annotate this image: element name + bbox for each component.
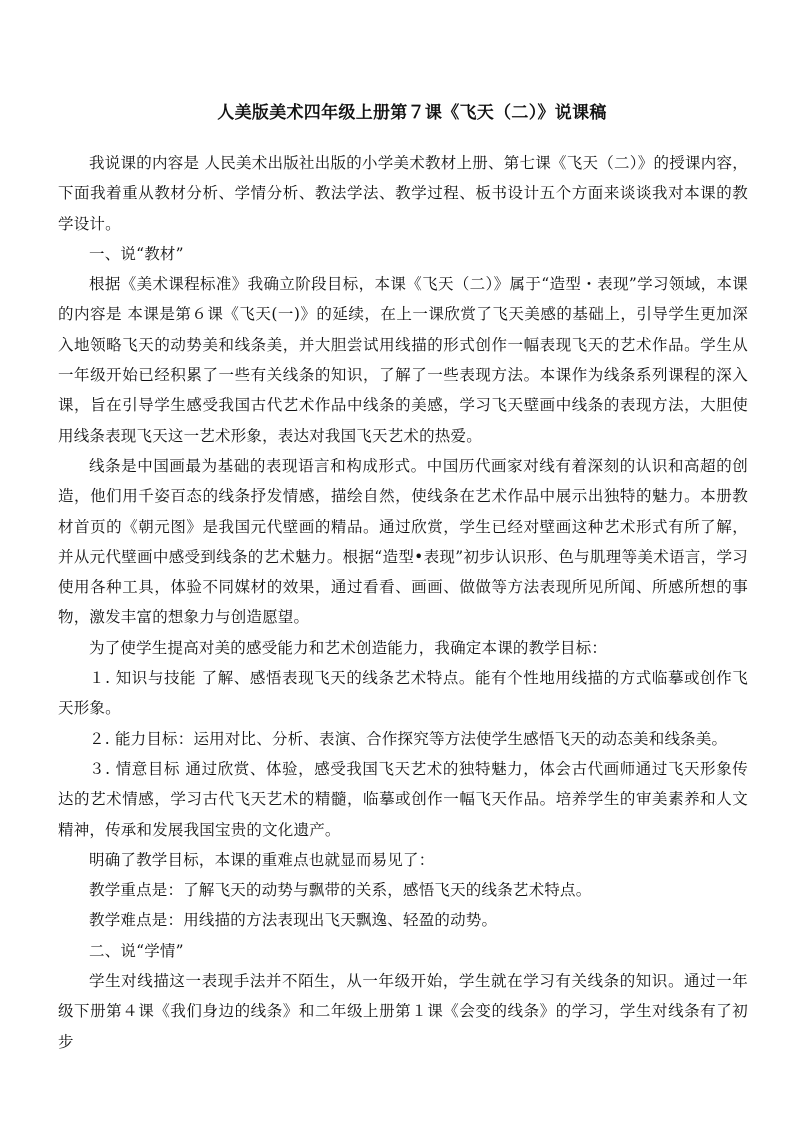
teaching-difficulty: 教学难点是：用线描的方法表现出飞天飘逸、轻盈的动势。 bbox=[89, 911, 498, 930]
goal-knowledge-skills: １. 知识与技能 了解、感悟表现飞天的线条艺术特点。能有个性地用线描的方式临摹或创作飞天形象。 bbox=[58, 669, 748, 718]
section-heading-students: 二、说“学情” bbox=[89, 941, 184, 960]
paragraph-students: 学生对线描这一表现手法并不陌生，从一年级开始，学生就在学习有关线条的知识。通过一年级下册第４课《我们身边的线条》和二年级上册第１课《会变的线条》的学习，学生对线条有了初步 bbox=[58, 972, 748, 1051]
teaching-key-point: 教学重点是：了解飞天的动势与飘带的关系，感悟飞天的线条艺术特点。 bbox=[89, 881, 592, 900]
paragraph-curriculum-standard: 根据《美术课程标准》我确立阶段目标，本课《飞天（二）》属于“造型・表现”学习领域，本课的内容是 本课是第６课《飞天(一)》的延续，在上一课欣赏了飞天美感的基础上，引导学生更加深入地领略飞天的动势美和线条美，并大胆尝试用线描的形式创作一幅表现飞天的艺术作品。学生从一年级开始已经积累了一些有关线条的知识，了解了一些表现方法。本课作为线条系列课程的深入课，旨在引导学生感受我国古代艺术作品中线条的美感，学习飞天壁画中线条的表现方法，大胆使用线条表现飞天这一艺术形象，表达对我国飞天艺术的热爱。 bbox=[58, 275, 748, 445]
document-title: 人美版美术四年级上册第７课《飞天（二）》说课稿 bbox=[217, 103, 607, 123]
paragraph-line-art: 线条是中国画最为基础的表现语言和构成形式。中国历代画家对线有着深刻的认识和高超的创造，他们用千姿百态的线条抒发情感，描绘自然，使线条在艺术作品中展示出独特的魅力。本册教材首页的《朝元图》是我国元代壁画的精品。通过欣赏，学生已经对壁画这种艺术形式有所了解，并从元代壁画中感受到线条的艺术魅力。根据“造型•表现”初步认识形、色与肌理等美术语言，学习使用各种工具，体验不同媒材的效果，通过看看、画画、做做等方法表现所见所闻、所感所想的事物，激发丰富的想象力与创造愿望。 bbox=[58, 456, 748, 627]
document-page bbox=[58, 98, 748, 1057]
section-heading-textbook: 一、说“教材” bbox=[89, 244, 184, 263]
paragraph-key-points-intro: 明确了教学目标，本课的重难点也就显而易见了： bbox=[89, 850, 435, 869]
goal-emotion: ３. 情意目标 通过欣赏、体验，感受我国飞天艺术的独特魅力，体会古代画师通过飞天形象传达的艺术情感，学习古代飞天艺术的精髓，临摹或创作一幅飞天作品。培养学生的审美素养和人文精神，传承和发展我国宝贵的文化遗产。 bbox=[58, 759, 748, 839]
paragraph-intro: 我说课的内容是 人民美术出版社出版的小学美术教材上册、第七课《飞天（二）》的授课内容，下面我着重从教材分析、学情分析、教法学法、教学过程、板书设计五个方面来谈谈我对本课的教学设计。 bbox=[58, 154, 748, 233]
goal-ability: ２. 能力目标：运用对比、分析、表演、合作探究等方法使学生感悟飞天的动态美和线条美。 bbox=[89, 729, 728, 748]
paragraph-goals-intro: 为了使学生提高对美的感受能力和艺术创造能力，我确定本课的教学目标： bbox=[89, 638, 608, 657]
